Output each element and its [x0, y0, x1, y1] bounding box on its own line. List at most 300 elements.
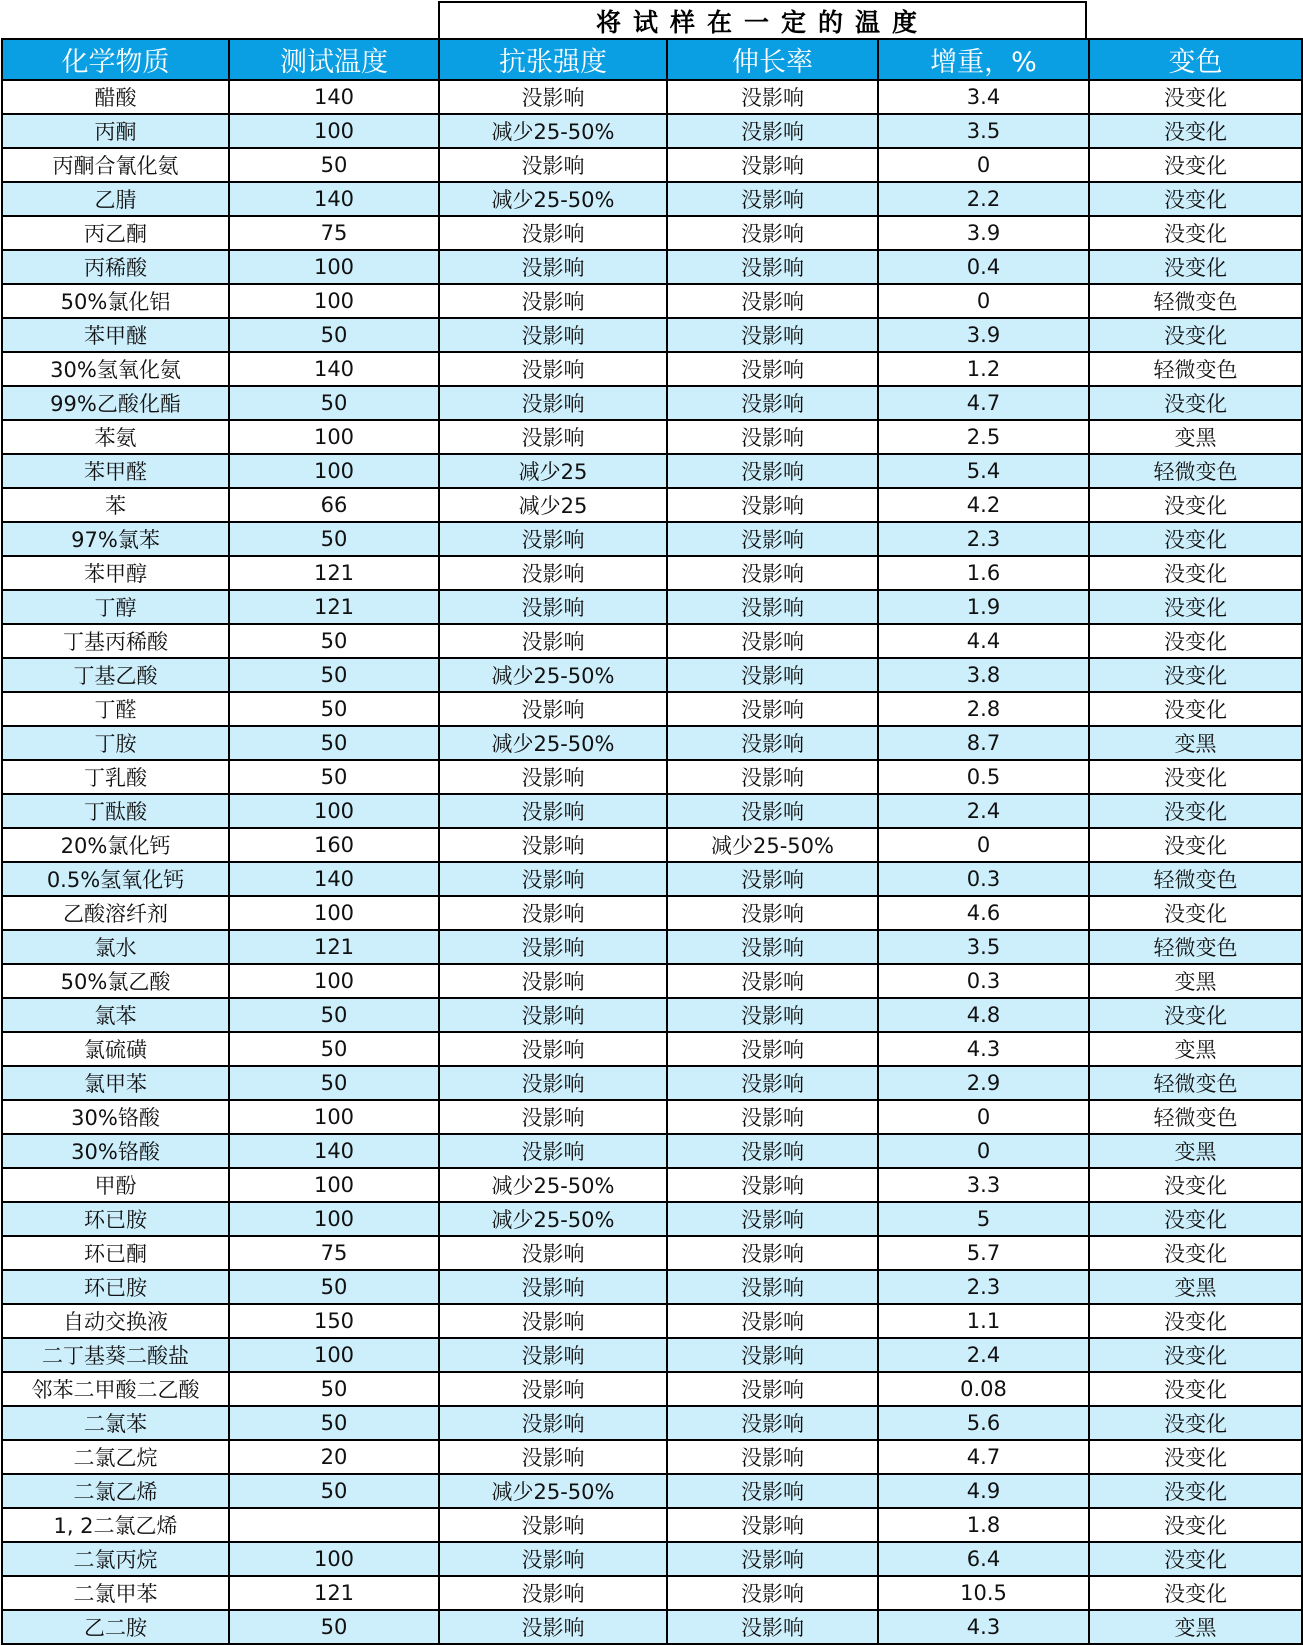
cell-chemical: 30%铬酸: [2, 1134, 229, 1168]
cell-tensile-strength: 没影响: [439, 1576, 667, 1610]
cell-discoloration: 没变化: [1089, 318, 1302, 352]
cell-weight-gain: 3.5: [878, 114, 1089, 148]
cell-test-temperature: 50: [229, 1610, 439, 1644]
cell-chemical: 50%氯乙酸: [2, 964, 229, 998]
cell-elongation: 没影响: [667, 1474, 878, 1508]
cell-tensile-strength: 没影响: [439, 760, 667, 794]
cell-chemical: 99%乙酸化酯: [2, 386, 229, 420]
cell-discoloration: 变黑: [1089, 1610, 1302, 1644]
cell-discoloration: 变黑: [1089, 1134, 1302, 1168]
cell-chemical: 氯水: [2, 930, 229, 964]
cell-discoloration: 没变化: [1089, 590, 1302, 624]
cell-chemical: 乙酸溶纤剂: [2, 896, 229, 930]
table-row: [2, 1508, 1302, 1542]
table-row: [2, 352, 1302, 386]
cell-chemical: 97%氯苯: [2, 522, 229, 556]
cell-tensile-strength: 没影响: [439, 1508, 667, 1542]
cell-elongation: 没影响: [667, 692, 878, 726]
table-row: [2, 114, 1302, 148]
cell-discoloration: 没变化: [1089, 1202, 1302, 1236]
cell-elongation: 没影响: [667, 420, 878, 454]
cell-test-temperature: 50: [229, 148, 439, 182]
super-header: 将试样在一定的温度: [438, 1, 1087, 38]
cell-chemical: 氯硫磺: [2, 1032, 229, 1066]
cell-test-temperature: 50: [229, 1406, 439, 1440]
cell-weight-gain: 0.08: [878, 1372, 1089, 1406]
cell-weight-gain: 4.3: [878, 1032, 1089, 1066]
cell-weight-gain: 4.7: [878, 386, 1089, 420]
table-row: [2, 284, 1302, 318]
cell-elongation: 没影响: [667, 930, 878, 964]
cell-test-temperature: 100: [229, 114, 439, 148]
cell-tensile-strength: 没影响: [439, 420, 667, 454]
cell-tensile-strength: 没影响: [439, 556, 667, 590]
cell-chemical: 邻苯二甲酸二乙酸: [2, 1372, 229, 1406]
cell-test-temperature: 50: [229, 1066, 439, 1100]
cell-weight-gain: 2.8: [878, 692, 1089, 726]
cell-tensile-strength: 减少25-50%: [439, 182, 667, 216]
cell-chemical: 氯甲苯: [2, 1066, 229, 1100]
cell-tensile-strength: 没影响: [439, 1236, 667, 1270]
cell-chemical: 丁胺: [2, 726, 229, 760]
cell-tensile-strength: 没影响: [439, 1440, 667, 1474]
cell-discoloration: 轻微变色: [1089, 1066, 1302, 1100]
cell-tensile-strength: 没影响: [439, 148, 667, 182]
cell-elongation: 没影响: [667, 1168, 878, 1202]
cell-elongation: 没影响: [667, 760, 878, 794]
cell-test-temperature: 100: [229, 896, 439, 930]
cell-chemical: 丁基乙酸: [2, 658, 229, 692]
cell-test-temperature: 75: [229, 216, 439, 250]
cell-chemical: 二氯丙烷: [2, 1542, 229, 1576]
column-header-test-temperature: 测试温度: [229, 39, 439, 80]
cell-discoloration: 没变化: [1089, 386, 1302, 420]
cell-test-temperature: 50: [229, 998, 439, 1032]
table-row: [2, 250, 1302, 284]
cell-elongation: 没影响: [667, 352, 878, 386]
cell-weight-gain: 4.7: [878, 1440, 1089, 1474]
cell-chemical: 苯甲醛: [2, 454, 229, 488]
cell-elongation: 减少25-50%: [667, 828, 878, 862]
cell-discoloration: 没变化: [1089, 1338, 1302, 1372]
cell-discoloration: 变黑: [1089, 1270, 1302, 1304]
cell-elongation: 没影响: [667, 658, 878, 692]
cell-discoloration: 变黑: [1089, 964, 1302, 998]
cell-weight-gain: 4.3: [878, 1610, 1089, 1644]
cell-weight-gain: 0: [878, 828, 1089, 862]
cell-test-temperature: [229, 1508, 439, 1542]
table-row: [2, 896, 1302, 930]
table-row: [2, 1168, 1302, 1202]
cell-weight-gain: 3.9: [878, 216, 1089, 250]
table-row: [2, 1100, 1302, 1134]
cell-tensile-strength: 减少25-50%: [439, 114, 667, 148]
cell-test-temperature: 140: [229, 80, 439, 114]
cell-discoloration: 没变化: [1089, 488, 1302, 522]
cell-elongation: 没影响: [667, 998, 878, 1032]
cell-elongation: 没影响: [667, 1372, 878, 1406]
table-row: [2, 80, 1302, 114]
cell-discoloration: 没变化: [1089, 760, 1302, 794]
cell-elongation: 没影响: [667, 1338, 878, 1372]
table-row: [2, 1440, 1302, 1474]
cell-test-temperature: 121: [229, 1576, 439, 1610]
cell-elongation: 没影响: [667, 1100, 878, 1134]
cell-discoloration: 没变化: [1089, 1474, 1302, 1508]
cell-elongation: 没影响: [667, 1066, 878, 1100]
cell-elongation: 没影响: [667, 624, 878, 658]
cell-discoloration: 没变化: [1089, 624, 1302, 658]
cell-tensile-strength: 减少25-50%: [439, 726, 667, 760]
cell-weight-gain: 4.8: [878, 998, 1089, 1032]
table-row: [2, 726, 1302, 760]
cell-tensile-strength: 没影响: [439, 1406, 667, 1440]
cell-discoloration: 变黑: [1089, 420, 1302, 454]
table-row: [2, 488, 1302, 522]
table-row: [2, 794, 1302, 828]
cell-elongation: 没影响: [667, 148, 878, 182]
cell-weight-gain: 8.7: [878, 726, 1089, 760]
cell-weight-gain: 1.8: [878, 1508, 1089, 1542]
table-row: [2, 1236, 1302, 1270]
cell-elongation: 没影响: [667, 1610, 878, 1644]
cell-weight-gain: 5.6: [878, 1406, 1089, 1440]
table-row: [2, 318, 1302, 352]
table-row: [2, 1542, 1302, 1576]
cell-discoloration: 轻微变色: [1089, 454, 1302, 488]
cell-chemical: 二氯乙烷: [2, 1440, 229, 1474]
cell-discoloration: 轻微变色: [1089, 284, 1302, 318]
cell-test-temperature: 50: [229, 658, 439, 692]
cell-discoloration: 没变化: [1089, 522, 1302, 556]
cell-chemical: 丙酮合氰化氨: [2, 148, 229, 182]
cell-weight-gain: 2.3: [878, 1270, 1089, 1304]
cell-chemical: 50%氯化铝: [2, 284, 229, 318]
cell-tensile-strength: 没影响: [439, 964, 667, 998]
cell-test-temperature: 100: [229, 1542, 439, 1576]
cell-test-temperature: 121: [229, 556, 439, 590]
cell-elongation: 没影响: [667, 1202, 878, 1236]
cell-tensile-strength: 没影响: [439, 1100, 667, 1134]
table-row: [2, 1304, 1302, 1338]
cell-weight-gain: 0.4: [878, 250, 1089, 284]
cell-chemical: 苯: [2, 488, 229, 522]
cell-tensile-strength: 没影响: [439, 1066, 667, 1100]
cell-tensile-strength: 没影响: [439, 794, 667, 828]
cell-discoloration: 没变化: [1089, 658, 1302, 692]
cell-tensile-strength: 没影响: [439, 1032, 667, 1066]
cell-discoloration: 没变化: [1089, 1168, 1302, 1202]
table-row: [2, 182, 1302, 216]
cell-discoloration: 没变化: [1089, 896, 1302, 930]
cell-elongation: 没影响: [667, 1270, 878, 1304]
cell-tensile-strength: 没影响: [439, 828, 667, 862]
cell-test-temperature: 140: [229, 352, 439, 386]
cell-discoloration: 没变化: [1089, 998, 1302, 1032]
table-row: [2, 216, 1302, 250]
table-row: [2, 964, 1302, 998]
cell-discoloration: 没变化: [1089, 556, 1302, 590]
cell-tensile-strength: 没影响: [439, 930, 667, 964]
cell-chemical: 30%氢氧化氨: [2, 352, 229, 386]
cell-weight-gain: 0: [878, 284, 1089, 318]
header-row: [2, 39, 1302, 80]
cell-tensile-strength: 没影响: [439, 1304, 667, 1338]
cell-weight-gain: 5: [878, 1202, 1089, 1236]
cell-test-temperature: 121: [229, 590, 439, 624]
cell-discoloration: 没变化: [1089, 148, 1302, 182]
cell-chemical: 丁乳酸: [2, 760, 229, 794]
cell-tensile-strength: 没影响: [439, 590, 667, 624]
table-row: [2, 624, 1302, 658]
cell-discoloration: 轻微变色: [1089, 862, 1302, 896]
cell-chemical: 30%铬酸: [2, 1100, 229, 1134]
table-row: [2, 1338, 1302, 1372]
cell-weight-gain: 1.1: [878, 1304, 1089, 1338]
cell-discoloration: 没变化: [1089, 1576, 1302, 1610]
cell-weight-gain: 4.9: [878, 1474, 1089, 1508]
cell-weight-gain: 4.4: [878, 624, 1089, 658]
cell-weight-gain: 2.4: [878, 1338, 1089, 1372]
cell-elongation: 没影响: [667, 1576, 878, 1610]
cell-tensile-strength: 没影响: [439, 386, 667, 420]
cell-test-temperature: 100: [229, 250, 439, 284]
cell-chemical: 20%氯化钙: [2, 828, 229, 862]
cell-discoloration: 轻微变色: [1089, 930, 1302, 964]
cell-test-temperature: 150: [229, 1304, 439, 1338]
cell-tensile-strength: 没影响: [439, 896, 667, 930]
cell-chemical: 乙腈: [2, 182, 229, 216]
cell-weight-gain: 3.4: [878, 80, 1089, 114]
cell-tensile-strength: 减少25: [439, 454, 667, 488]
cell-elongation: 没影响: [667, 862, 878, 896]
cell-weight-gain: 0.5: [878, 760, 1089, 794]
cell-test-temperature: 50: [229, 1032, 439, 1066]
cell-test-temperature: 66: [229, 488, 439, 522]
cell-test-temperature: 100: [229, 1100, 439, 1134]
cell-elongation: 没影响: [667, 454, 878, 488]
cell-tensile-strength: 没影响: [439, 1270, 667, 1304]
cell-test-temperature: 50: [229, 318, 439, 352]
cell-chemical: 丙酮: [2, 114, 229, 148]
column-header-chemical: 化学物质: [2, 39, 229, 80]
cell-tensile-strength: 没影响: [439, 624, 667, 658]
cell-elongation: 没影响: [667, 488, 878, 522]
cell-chemical: 二丁基葵二酸盐: [2, 1338, 229, 1372]
cell-tensile-strength: 减少25-50%: [439, 1474, 667, 1508]
cell-chemical: 二氯甲苯: [2, 1576, 229, 1610]
table-row: [2, 760, 1302, 794]
cell-test-temperature: 50: [229, 726, 439, 760]
cell-tensile-strength: 没影响: [439, 284, 667, 318]
cell-weight-gain: 3.9: [878, 318, 1089, 352]
cell-test-temperature: 100: [229, 420, 439, 454]
cell-weight-gain: 3.8: [878, 658, 1089, 692]
cell-chemical: 醋酸: [2, 80, 229, 114]
cell-elongation: 没影响: [667, 1304, 878, 1338]
table-row: [2, 1474, 1302, 1508]
cell-weight-gain: 0.3: [878, 964, 1089, 998]
cell-elongation: 没影响: [667, 182, 878, 216]
cell-tensile-strength: 减少25-50%: [439, 1202, 667, 1236]
cell-test-temperature: 50: [229, 624, 439, 658]
cell-discoloration: 没变化: [1089, 828, 1302, 862]
table-row: [2, 1610, 1302, 1644]
cell-test-temperature: 50: [229, 522, 439, 556]
cell-discoloration: 没变化: [1089, 216, 1302, 250]
cell-test-temperature: 100: [229, 794, 439, 828]
cell-discoloration: 没变化: [1089, 1508, 1302, 1542]
cell-discoloration: 没变化: [1089, 80, 1302, 114]
cell-weight-gain: 4.2: [878, 488, 1089, 522]
cell-tensile-strength: 没影响: [439, 862, 667, 896]
cell-tensile-strength: 没影响: [439, 216, 667, 250]
cell-test-temperature: 100: [229, 1168, 439, 1202]
cell-discoloration: 没变化: [1089, 1372, 1302, 1406]
cell-chemical: 1, 2二氯乙烯: [2, 1508, 229, 1542]
table-row: [2, 1202, 1302, 1236]
cell-test-temperature: 100: [229, 964, 439, 998]
cell-discoloration: 变黑: [1089, 1032, 1302, 1066]
cell-chemical: 自动交换液: [2, 1304, 229, 1338]
cell-tensile-strength: 没影响: [439, 998, 667, 1032]
table-row: [2, 420, 1302, 454]
cell-weight-gain: 0: [878, 1134, 1089, 1168]
cell-weight-gain: 2.3: [878, 522, 1089, 556]
cell-weight-gain: 1.9: [878, 590, 1089, 624]
cell-tensile-strength: 没影响: [439, 250, 667, 284]
cell-test-temperature: 75: [229, 1236, 439, 1270]
table-row: [2, 386, 1302, 420]
cell-discoloration: 没变化: [1089, 794, 1302, 828]
cell-test-temperature: 121: [229, 930, 439, 964]
table-row: [2, 828, 1302, 862]
cell-chemical: 丁醇: [2, 590, 229, 624]
column-header-weight-gain: 增重，%: [878, 39, 1089, 80]
cell-test-temperature: 100: [229, 1202, 439, 1236]
cell-discoloration: 轻微变色: [1089, 352, 1302, 386]
column-header-discoloration: 变色: [1089, 39, 1302, 80]
cell-elongation: 没影响: [667, 250, 878, 284]
cell-weight-gain: 2.2: [878, 182, 1089, 216]
cell-tensile-strength: 没影响: [439, 352, 667, 386]
cell-weight-gain: 5.7: [878, 1236, 1089, 1270]
table-row: [2, 1032, 1302, 1066]
cell-elongation: 没影响: [667, 1508, 878, 1542]
cell-elongation: 没影响: [667, 1406, 878, 1440]
cell-chemical: 丙稀酸: [2, 250, 229, 284]
cell-weight-gain: 4.6: [878, 896, 1089, 930]
cell-elongation: 没影响: [667, 522, 878, 556]
cell-elongation: 没影响: [667, 114, 878, 148]
cell-tensile-strength: 没影响: [439, 1610, 667, 1644]
chemical-resistance-table: [1, 38, 1303, 1645]
cell-discoloration: 变黑: [1089, 726, 1302, 760]
cell-discoloration: 没变化: [1089, 1406, 1302, 1440]
cell-test-temperature: 50: [229, 1372, 439, 1406]
cell-chemical: 环已酮: [2, 1236, 229, 1270]
cell-test-temperature: 50: [229, 1474, 439, 1508]
cell-elongation: 没影响: [667, 896, 878, 930]
cell-elongation: 没影响: [667, 386, 878, 420]
table-row: [2, 556, 1302, 590]
column-header-tensile-strength: 抗张强度: [439, 39, 667, 80]
cell-discoloration: 没变化: [1089, 1542, 1302, 1576]
cell-test-temperature: 160: [229, 828, 439, 862]
cell-weight-gain: 2.5: [878, 420, 1089, 454]
cell-tensile-strength: 没影响: [439, 522, 667, 556]
cell-test-temperature: 50: [229, 1270, 439, 1304]
cell-discoloration: 轻微变色: [1089, 1100, 1302, 1134]
cell-chemical: 0.5%氢氧化钙: [2, 862, 229, 896]
column-header-elongation: 伸长率: [667, 39, 878, 80]
cell-discoloration: 没变化: [1089, 1440, 1302, 1474]
cell-weight-gain: 0: [878, 148, 1089, 182]
cell-elongation: 没影响: [667, 1542, 878, 1576]
cell-elongation: 没影响: [667, 318, 878, 352]
table-body: [2, 80, 1302, 1644]
cell-discoloration: 没变化: [1089, 182, 1302, 216]
cell-discoloration: 没变化: [1089, 692, 1302, 726]
cell-tensile-strength: 没影响: [439, 1134, 667, 1168]
cell-test-temperature: 140: [229, 1134, 439, 1168]
cell-chemical: 二氯乙烯: [2, 1474, 229, 1508]
cell-discoloration: 没变化: [1089, 114, 1302, 148]
cell-chemical: 环已胺: [2, 1270, 229, 1304]
table-row: [2, 1066, 1302, 1100]
cell-chemical: 丁基丙稀酸: [2, 624, 229, 658]
cell-chemical: 丁醛: [2, 692, 229, 726]
cell-tensile-strength: 没影响: [439, 1542, 667, 1576]
cell-tensile-strength: 减少25-50%: [439, 658, 667, 692]
table-row: [2, 862, 1302, 896]
table-row: [2, 658, 1302, 692]
cell-chemical: 苯甲醚: [2, 318, 229, 352]
table-row: [2, 692, 1302, 726]
cell-weight-gain: 5.4: [878, 454, 1089, 488]
cell-weight-gain: 1.2: [878, 352, 1089, 386]
cell-elongation: 没影响: [667, 590, 878, 624]
cell-chemical: 甲酚: [2, 1168, 229, 1202]
cell-weight-gain: 3.3: [878, 1168, 1089, 1202]
cell-test-temperature: 50: [229, 386, 439, 420]
table-row: [2, 1134, 1302, 1168]
cell-weight-gain: 0.3: [878, 862, 1089, 896]
cell-chemical: 二氯苯: [2, 1406, 229, 1440]
cell-weight-gain: 1.6: [878, 556, 1089, 590]
cell-elongation: 没影响: [667, 216, 878, 250]
cell-elongation: 没影响: [667, 964, 878, 998]
cell-chemical: 丁酞酸: [2, 794, 229, 828]
cell-chemical: 苯氨: [2, 420, 229, 454]
cell-discoloration: 没变化: [1089, 1236, 1302, 1270]
cell-weight-gain: 10.5: [878, 1576, 1089, 1610]
cell-tensile-strength: 没影响: [439, 80, 667, 114]
table-row: [2, 1406, 1302, 1440]
cell-test-temperature: 50: [229, 760, 439, 794]
cell-elongation: 没影响: [667, 284, 878, 318]
cell-discoloration: 没变化: [1089, 250, 1302, 284]
cell-weight-gain: 3.5: [878, 930, 1089, 964]
cell-chemical: 乙二胺: [2, 1610, 229, 1644]
cell-chemical: 氯苯: [2, 998, 229, 1032]
cell-test-temperature: 100: [229, 454, 439, 488]
cell-discoloration: 没变化: [1089, 1304, 1302, 1338]
cell-weight-gain: 2.4: [878, 794, 1089, 828]
cell-tensile-strength: 减少25: [439, 488, 667, 522]
cell-elongation: 没影响: [667, 1236, 878, 1270]
cell-chemical: 苯甲醇: [2, 556, 229, 590]
